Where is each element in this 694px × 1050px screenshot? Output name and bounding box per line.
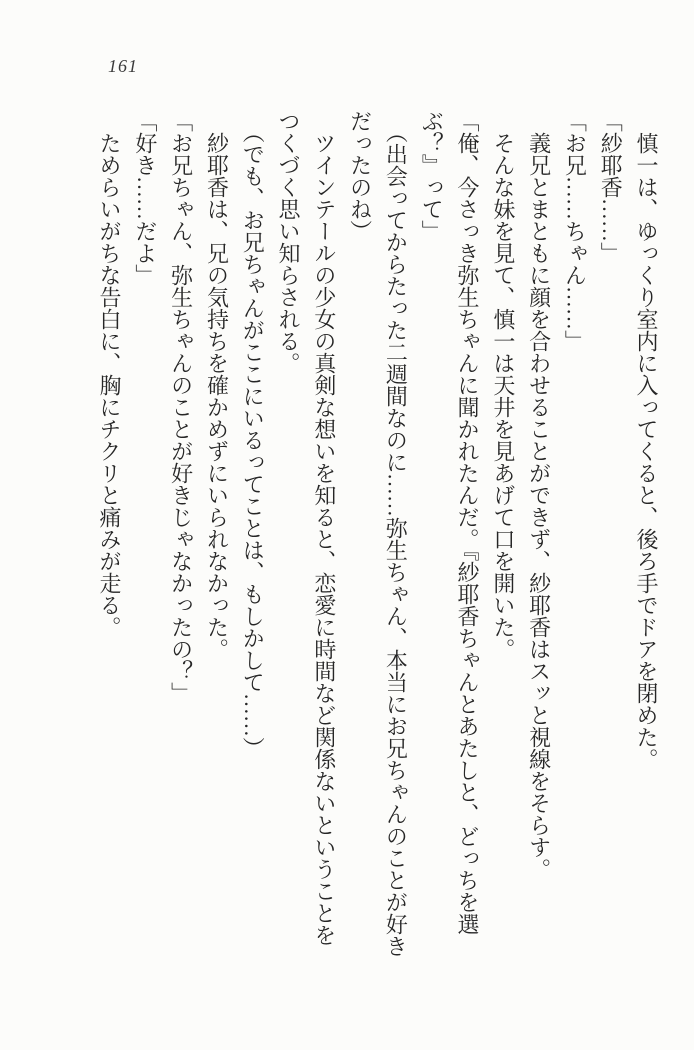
text-line: 「好き……だよ」	[132, 110, 158, 286]
text-line: 慎一は、ゆっくり室内に入ってくると、後ろ手でドアを閉めた。	[634, 110, 659, 770]
vertical-text-block	[64, 110, 664, 958]
text-line: つくづく思い知らされる。	[276, 110, 302, 374]
page-number: 161	[108, 56, 138, 76]
text-line: ツインテールの少女の真剣な想いを知ると、恋愛に時間など関係ないということを	[311, 110, 337, 946]
text-line: ためらいがちな告白に、胸にチクリと痛みが走る。	[97, 110, 123, 638]
text-line: （でも、お兄ちゃんがここにいるってことは、もしかして……）	[240, 110, 266, 759]
text-line: 義兄とまともに顔を合わせることができず、紗耶香はスッと視線をそらす。	[526, 110, 552, 880]
text-line: ぶ？』って」	[419, 110, 445, 242]
text-line: （出会ってからたった二週間なのに……弥生ちゃん、本当にお兄ちゃんのことが好き	[383, 110, 409, 957]
text-line: だったのね）	[347, 110, 373, 242]
text-line: 「お兄ちゃん、弥生ちゃんのことが好きじゃなかったの？」	[168, 110, 194, 704]
text-line: 「紗耶香……」	[598, 110, 624, 264]
text-line: 紗耶香は、兄の気持ちを確かめずにいられなかった。	[204, 110, 230, 660]
text-line: 「お兄……ちゃん……」	[562, 110, 588, 352]
text-line: そんな妹を見て、慎一は天井を見あげて口を開いた。	[490, 110, 516, 660]
text-line: 「俺、今さっき弥生ちゃんに聞かれたんだ。『紗耶香ちゃんとあたしと、どっちを選	[455, 110, 481, 935]
